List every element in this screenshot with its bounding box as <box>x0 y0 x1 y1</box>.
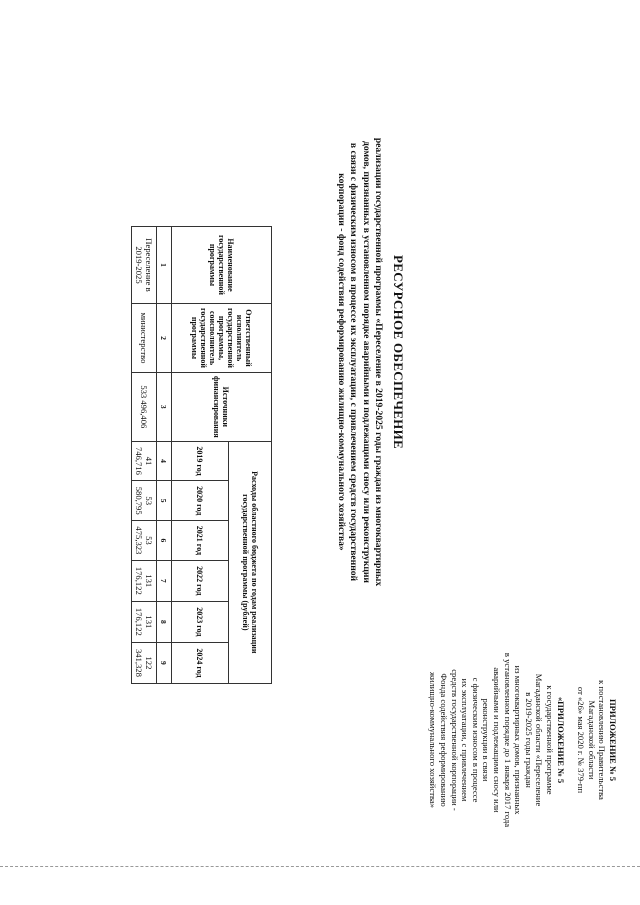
subtitle-line: корпорации - фонд содействия реформированию жилищно-коммунального хозяйства» <box>335 173 347 551</box>
column-number: 2 <box>157 304 172 373</box>
cell-source: 533 496,406 <box>132 373 157 442</box>
header-year: 2019 год <box>172 441 229 481</box>
column-numbers-row <box>157 227 172 684</box>
program-line: в установленном порядке до 1 января 2017 года <box>502 652 513 828</box>
decree-reference: к постановлению Правительства <box>597 680 608 800</box>
header-year: 2020 год <box>172 481 229 521</box>
region-name: Магаданской области <box>586 700 597 780</box>
column-number: 8 <box>157 601 172 642</box>
cell-value: 122 341,328 <box>132 642 157 683</box>
header-spacer <box>566 590 576 890</box>
column-number: 3 <box>157 373 172 442</box>
resource-table <box>131 226 272 684</box>
subtitle-line: реализации государственной программы «Переселение в 2019-2025 годы граждан из многоквартирных <box>373 137 384 587</box>
program-line: средств государственной корпорации - <box>449 669 460 811</box>
table-header-row <box>229 227 272 684</box>
approval-header <box>428 590 618 890</box>
column-number: 5 <box>157 481 172 521</box>
program-line: Магаданской области «Переселение <box>534 673 545 807</box>
column-number: 7 <box>157 560 172 601</box>
cell-value: 53 580,795 <box>132 481 157 521</box>
column-number: 4 <box>157 441 172 481</box>
cell-executor: министерство <box>132 304 157 373</box>
header-year: 2021 год <box>172 521 229 561</box>
cell-value: 131 176,122 <box>132 560 157 601</box>
program-line: реконструкции в связи <box>481 698 492 782</box>
program-line: в 2019-2025 годы граждан <box>523 692 534 788</box>
scan-fold-line <box>0 866 640 868</box>
cell-value: 41 746,716 <box>132 441 157 481</box>
cell-program: Переселение в 2019-2025 <box>132 227 157 304</box>
appendix-label: ПРИЛОЖЕНИЕ № 5 <box>608 698 618 782</box>
program-line: с физическим износом в процессе <box>470 677 481 803</box>
decree-date: от «26» мая 2020 г. № 379-пп <box>576 686 587 794</box>
header-expenses-group: Расходы областного бюджета по годам реализации государственной программы (рублей) <box>229 441 272 683</box>
inner-appendix-label: «ПРИЛОЖЕНИЕ № 5 <box>555 696 566 784</box>
header-executor: Ответственный исполнитель государственной программы, соисполнитель государственной программы <box>172 304 272 373</box>
subtitle-line: домов, признанных в установленном порядке аварийными и подлежащими сносу или реконструкции <box>360 141 372 583</box>
column-number: 6 <box>157 521 172 561</box>
program-line: аварийными и подлежащими сносу или <box>492 667 503 813</box>
document-subtitle <box>334 62 384 662</box>
program-line: жилищно-коммунального хозяйства» <box>428 671 439 809</box>
column-number: 9 <box>157 642 172 683</box>
header-year: 2024 год <box>172 642 229 683</box>
header-program: Наименование государственной программы <box>172 227 272 304</box>
subtitle-line: в связи с физическим износом в процессе их эксплуатации, с привлечением средств государственной <box>348 142 360 582</box>
program-line: Фонда содействия реформированию <box>439 673 450 807</box>
document-title: РЕСУРСНОЕ ОБЕСПЕЧЕНИЕ <box>391 255 406 449</box>
program-line: их эксплуатации, с привлечением <box>460 678 471 802</box>
cell-value: 53 475,323 <box>132 521 157 561</box>
program-line: к государственной программе <box>545 685 556 795</box>
cell-value: 131 176,122 <box>132 601 157 642</box>
table-row <box>132 227 157 684</box>
header-year: 2022 год <box>172 560 229 601</box>
header-year: 2023 год <box>172 601 229 642</box>
program-line: из многоквартирных домов, признанных <box>513 665 524 815</box>
header-source: Источники финансирования <box>172 373 272 442</box>
column-number: 1 <box>157 227 172 304</box>
